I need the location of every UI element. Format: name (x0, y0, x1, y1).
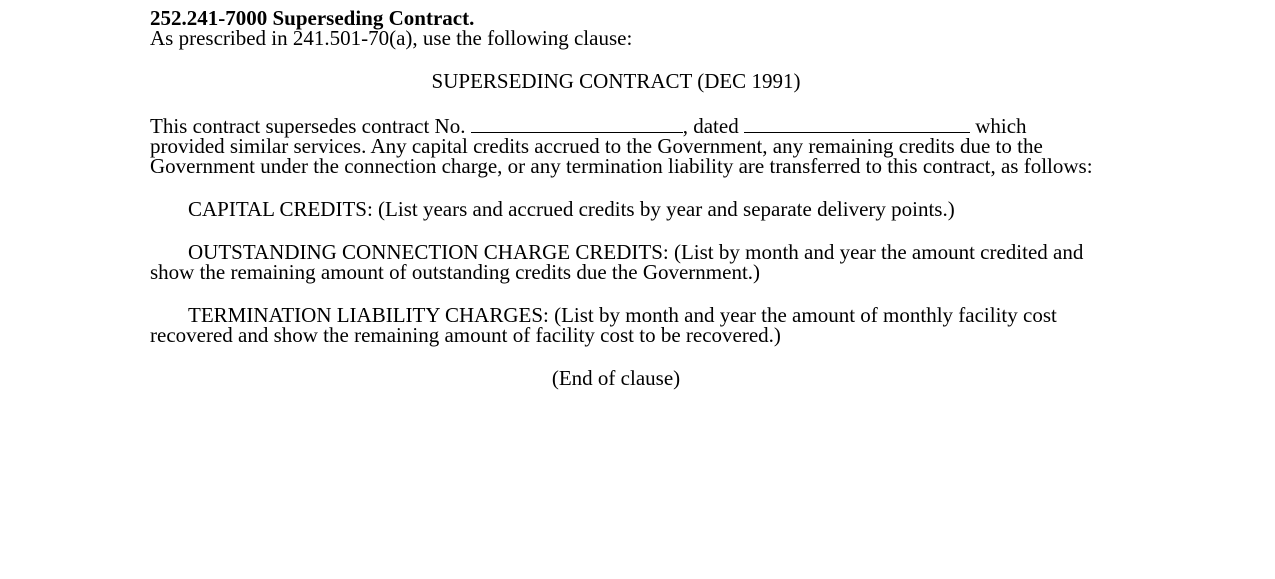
date-blank[interactable] (744, 114, 970, 133)
contract-number-blank[interactable] (471, 114, 683, 133)
intro-text-3: which provided similar services. Any capital credits accrued to the Government, any remaining credits due to the Government under the connection charge, or any termination liability are transferred to this contract, as follows: (150, 114, 1093, 178)
capital-credits-item: CAPITAL CREDITS: (List years and accrued credits by year and separate delivery points.) (188, 197, 955, 221)
intro-text-1: This contract supersedes contract No. (150, 114, 471, 138)
clause-intro (150, 114, 1100, 176)
section-heading: 252.241-7000 Superseding Contract. (150, 6, 475, 30)
termination-liability-item: TERMINATION LIABILITY CHARGES: (List by month and year the amount of monthly facility cost recovered and show the remaining amount of facility cost to be recovered.) (150, 303, 1057, 347)
intro-text-2: , dated (682, 114, 744, 138)
document-page (150, 8, 1130, 388)
end-of-clause: (End of clause) (551, 366, 681, 390)
connection-charge-credits-item: OUTSTANDING CONNECTION CHARGE CREDITS: (List by month and year the amount credited and show the remaining amount of outstanding credits due the Government.) (150, 240, 1084, 284)
prescription-text: As prescribed in 241.501-70(a), use the following clause: (150, 26, 633, 50)
clause-title: SUPERSEDING CONTRACT (DEC 1991) (431, 69, 801, 93)
